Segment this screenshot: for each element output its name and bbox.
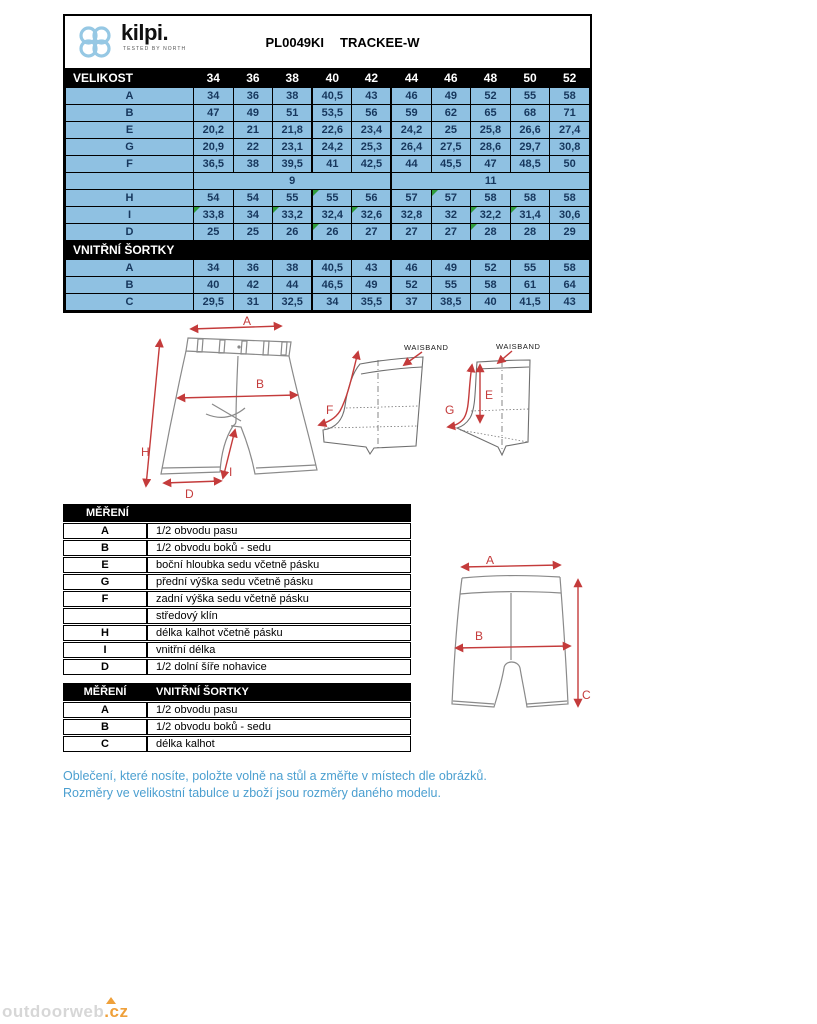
legend-main <box>63 503 411 676</box>
legend-letter: A <box>63 523 147 539</box>
size-cell: 55 <box>273 190 313 207</box>
size-cell: 57 <box>391 190 431 207</box>
size-cell: 31 <box>233 294 273 311</box>
size-column-header: 40 <box>312 69 352 88</box>
size-column-header: 42 <box>352 69 392 88</box>
legend-description: 1/2 dolní šíře nohavice <box>147 659 411 675</box>
size-cell: 24,2 <box>391 122 431 139</box>
legend-row <box>63 591 411 607</box>
size-cell: 33,2 <box>273 207 313 224</box>
page-title <box>95 35 590 50</box>
size-cell: 31,4 <box>510 207 550 224</box>
size-cell: 20,2 <box>194 122 234 139</box>
size-column-header: 50 <box>510 69 550 88</box>
size-cell: 38 <box>273 88 313 105</box>
size-cell: 39,5 <box>273 156 313 173</box>
comment-marker-icon <box>511 207 517 213</box>
size-cell: 36,5 <box>194 156 234 173</box>
size-cell: 45,5 <box>431 156 471 173</box>
size-cell: 65 <box>471 105 511 122</box>
row-label: A <box>66 260 194 277</box>
comment-marker-icon <box>471 224 477 230</box>
waisband-label-front: WAISBAND <box>496 342 541 351</box>
size-cell: 28,6 <box>471 139 511 156</box>
legend-description: 1/2 obvodu boků - sedu <box>147 719 411 735</box>
legend-letter: F <box>63 591 147 607</box>
comment-marker-icon <box>352 207 358 213</box>
size-cell: 25 <box>431 122 471 139</box>
size-row <box>66 224 590 241</box>
size-cell: 55 <box>510 88 550 105</box>
size-cell: 50 <box>550 156 590 173</box>
row-label: B <box>66 105 194 122</box>
product-name: TRACKEE-W <box>340 35 420 50</box>
row-label: E <box>66 122 194 139</box>
label-inner-B: B <box>475 629 484 643</box>
product-code: PL0049KI <box>265 35 325 50</box>
size-cell: 25,8 <box>471 122 511 139</box>
note-line-1: Oblečení, které nosíte, položte volně na stůl a změřte v místech dle obrázků. <box>63 769 487 783</box>
legend-description: 1/2 obvodu pasu <box>147 523 411 539</box>
label-B: B <box>256 377 265 391</box>
legend-letter: G <box>63 574 147 590</box>
size-row <box>66 88 590 105</box>
legend-row <box>63 540 411 556</box>
inner-shorts-section-label: VNITŘNÍ ŠORTKY <box>66 241 590 260</box>
legend-description: vnitřní délka <box>147 642 411 658</box>
row-label: F <box>66 156 194 173</box>
size-cell: 58 <box>550 88 590 105</box>
size-cell: 32,8 <box>391 207 431 224</box>
legend-row <box>63 736 411 752</box>
legend-description: délka kalhot <box>147 736 411 752</box>
size-table <box>63 14 592 313</box>
size-cell: 32,4 <box>312 207 352 224</box>
size-column-header: 38 <box>273 69 313 88</box>
front-panel-drawing <box>445 342 541 455</box>
inner-shorts-section-row <box>66 241 590 260</box>
size-cell: 55 <box>431 277 471 294</box>
size-cell: 58 <box>510 190 550 207</box>
size-column-header: 36 <box>233 69 273 88</box>
size-cell: 44 <box>391 156 431 173</box>
size-cell: 34 <box>233 207 273 224</box>
note-line-2: Rozměry ve velikostní tabulce u zboží jsou rozměry daného modelu. <box>63 786 441 800</box>
length-group-cell: 9 <box>194 173 392 190</box>
legend-letter: A <box>63 702 147 718</box>
size-cell: 47 <box>194 105 234 122</box>
label-H: H <box>141 445 150 459</box>
label-G: G <box>445 403 455 417</box>
size-cell: 38,5 <box>431 294 471 311</box>
size-cell: 42,5 <box>352 156 392 173</box>
legend-row <box>63 702 411 718</box>
legend-letter <box>63 608 147 624</box>
row-label: H <box>66 190 194 207</box>
size-row <box>66 139 590 156</box>
size-cell: 35,5 <box>352 294 392 311</box>
label-inner-C: C <box>582 688 591 702</box>
size-cell: 40,5 <box>312 88 352 105</box>
measurement-note <box>63 768 603 802</box>
legend-letter: E <box>63 557 147 573</box>
legend-description: středový klín <box>147 608 411 624</box>
size-cell: 47 <box>471 156 511 173</box>
legend-row <box>63 719 411 735</box>
legend-row <box>63 557 411 573</box>
watermark-tent-icon <box>106 997 116 1004</box>
legend-letter: C <box>63 736 147 752</box>
size-cell: 43 <box>550 294 590 311</box>
size-cell: 55 <box>510 260 550 277</box>
legend-description: zadní výška sedu včetně pásku <box>147 591 411 607</box>
legend-row <box>63 659 411 675</box>
size-header-label: VELIKOST <box>66 69 194 88</box>
size-cell: 40 <box>194 277 234 294</box>
inner-shorts-diagram <box>448 556 593 728</box>
size-cell: 30,6 <box>550 207 590 224</box>
inner-shorts-arrows <box>456 556 591 706</box>
size-row <box>66 122 590 139</box>
size-cell: 56 <box>352 105 392 122</box>
size-row <box>66 207 590 224</box>
size-cell: 28 <box>471 224 511 241</box>
row-label: D <box>66 224 194 241</box>
size-cell: 68 <box>510 105 550 122</box>
size-cell: 42 <box>233 277 273 294</box>
legend-letter: I <box>63 642 147 658</box>
watermark <box>2 1002 128 1022</box>
size-cell: 25,3 <box>352 139 392 156</box>
row-label: G <box>66 139 194 156</box>
size-cell: 58 <box>471 190 511 207</box>
legend-row <box>63 642 411 658</box>
size-cell: 40 <box>471 294 511 311</box>
size-cell: 33,8 <box>194 207 234 224</box>
size-cell: 23,4 <box>352 122 392 139</box>
size-column-header: 48 <box>471 69 511 88</box>
size-cell: 58 <box>550 260 590 277</box>
size-cell: 57 <box>431 190 471 207</box>
label-A: A <box>243 316 252 328</box>
size-cell: 56 <box>352 190 392 207</box>
size-cell: 26,4 <box>391 139 431 156</box>
size-cell: 54 <box>233 190 273 207</box>
size-cell: 46 <box>391 88 431 105</box>
row-label: B <box>66 277 194 294</box>
size-cell: 61 <box>510 277 550 294</box>
size-cell: 30,8 <box>550 139 590 156</box>
size-column-header: 34 <box>194 69 234 88</box>
size-cell: 41 <box>312 156 352 173</box>
size-cell: 37 <box>391 294 431 311</box>
size-cell: 20,9 <box>194 139 234 156</box>
size-cell: 21,8 <box>273 122 313 139</box>
size-row <box>66 156 590 173</box>
label-F: F <box>326 403 334 417</box>
comment-marker-icon <box>471 207 477 213</box>
size-cell: 52 <box>471 260 511 277</box>
size-cell: 49 <box>431 260 471 277</box>
legend-main-title: MĚŘENÍ <box>63 504 411 522</box>
size-cell: 43 <box>352 88 392 105</box>
size-header-row <box>66 69 590 88</box>
comment-marker-icon <box>313 224 319 230</box>
size-cell: 38 <box>233 156 273 173</box>
size-cell: 29 <box>550 224 590 241</box>
size-cell: 38 <box>273 260 313 277</box>
size-cell: 32,2 <box>471 207 511 224</box>
size-cell: 54 <box>194 190 234 207</box>
size-cell: 27 <box>431 224 471 241</box>
size-cell: 52 <box>471 88 511 105</box>
size-column-header: 46 <box>431 69 471 88</box>
row-label: I <box>66 207 194 224</box>
row-label: C <box>66 294 194 311</box>
size-cell: 27,5 <box>431 139 471 156</box>
size-cell: 26 <box>273 224 313 241</box>
size-cell: 23,1 <box>273 139 313 156</box>
size-cell: 52 <box>391 277 431 294</box>
size-cell: 24,2 <box>312 139 352 156</box>
watermark-tld: .cz <box>104 1002 129 1021</box>
legend-description: délka kalhot včetně pásku <box>147 625 411 641</box>
legend-inner-subtitle: VNITŘNÍ ŠORTKY <box>147 683 411 701</box>
legend-main-header <box>63 504 411 522</box>
size-grid <box>65 68 590 311</box>
size-cell: 49 <box>431 88 471 105</box>
size-cell: 58 <box>550 190 590 207</box>
label-I: I <box>229 465 233 479</box>
size-cell: 44 <box>273 277 313 294</box>
size-cell: 34 <box>194 260 234 277</box>
size-cell: 62 <box>431 105 471 122</box>
size-cell: 29,7 <box>510 139 550 156</box>
legend-description: 1/2 obvodu boků - sedu <box>147 540 411 556</box>
size-row <box>66 105 590 122</box>
legend-letter: D <box>63 659 147 675</box>
size-cell: 36 <box>233 88 273 105</box>
size-cell: 46,5 <box>312 277 352 294</box>
comment-marker-icon <box>432 190 438 196</box>
inner-shorts-drawing <box>452 576 568 707</box>
size-cell: 36 <box>233 260 273 277</box>
legend-letter: H <box>63 625 147 641</box>
size-cell: 58 <box>471 277 511 294</box>
size-cell: 29,5 <box>194 294 234 311</box>
size-cell: 40,5 <box>312 260 352 277</box>
size-cell: 49 <box>352 277 392 294</box>
legend-letter: B <box>63 719 147 735</box>
size-cell: 27 <box>391 224 431 241</box>
row-label: A <box>66 88 194 105</box>
table-header <box>65 16 590 68</box>
size-cell: 22,6 <box>312 122 352 139</box>
size-cell: 34 <box>312 294 352 311</box>
label-E: E <box>485 388 494 402</box>
size-cell: 48,5 <box>510 156 550 173</box>
size-row <box>66 294 590 311</box>
legend-inner-header <box>63 683 411 701</box>
size-row <box>66 190 590 207</box>
legend-row <box>63 523 411 539</box>
size-cell: 51 <box>273 105 313 122</box>
size-cell: 55 <box>312 190 352 207</box>
shorts-front-drawing <box>161 338 317 474</box>
size-row <box>66 277 590 294</box>
brand-tagline: TESTED BY NORTH <box>123 46 187 52</box>
back-panel-drawing <box>319 343 449 454</box>
size-cell: 32,6 <box>352 207 392 224</box>
legend-letter: B <box>63 540 147 556</box>
size-cell: 32 <box>431 207 471 224</box>
comment-marker-icon <box>313 190 319 196</box>
size-cell: 25 <box>194 224 234 241</box>
size-cell: 59 <box>391 105 431 122</box>
size-cell: 34 <box>194 88 234 105</box>
size-cell: 46 <box>391 260 431 277</box>
size-cell: 27 <box>352 224 392 241</box>
size-row <box>66 260 590 277</box>
size-cell: 28 <box>510 224 550 241</box>
legend-inner <box>63 682 411 753</box>
size-cell: 27,4 <box>550 122 590 139</box>
legend-row <box>63 625 411 641</box>
watermark-name: outdoorweb <box>2 1002 105 1021</box>
row-label <box>66 173 194 190</box>
length-group-cell: 11 <box>391 173 589 190</box>
label-inner-A: A <box>486 556 495 567</box>
size-cell: 32,5 <box>273 294 313 311</box>
size-cell: 25 <box>233 224 273 241</box>
length-group-row <box>66 173 590 190</box>
size-cell: 41,5 <box>510 294 550 311</box>
label-D: D <box>185 487 194 501</box>
size-cell: 64 <box>550 277 590 294</box>
size-column-header: 44 <box>391 69 431 88</box>
waisband-label-back: WAISBAND <box>404 343 449 352</box>
size-column-header: 52 <box>550 69 590 88</box>
size-cell: 43 <box>352 260 392 277</box>
measurement-diagram-shorts <box>140 316 570 511</box>
size-cell: 49 <box>233 105 273 122</box>
size-cell: 26,6 <box>510 122 550 139</box>
brand-name: kilpi. <box>121 20 169 45</box>
legend-row <box>63 608 411 624</box>
legend-inner-title: MĚŘENÍ <box>63 683 147 701</box>
size-cell: 71 <box>550 105 590 122</box>
comment-marker-icon <box>194 207 200 213</box>
size-cell: 26 <box>312 224 352 241</box>
size-cell: 53,5 <box>312 105 352 122</box>
legend-description: boční hloubka sedu včetně pásku <box>147 557 411 573</box>
comment-marker-icon <box>273 207 279 213</box>
size-cell: 21 <box>233 122 273 139</box>
legend-description: přední výška sedu včetně pásku <box>147 574 411 590</box>
size-cell: 22 <box>233 139 273 156</box>
legend-row <box>63 574 411 590</box>
legend-description: 1/2 obvodu pasu <box>147 702 411 718</box>
